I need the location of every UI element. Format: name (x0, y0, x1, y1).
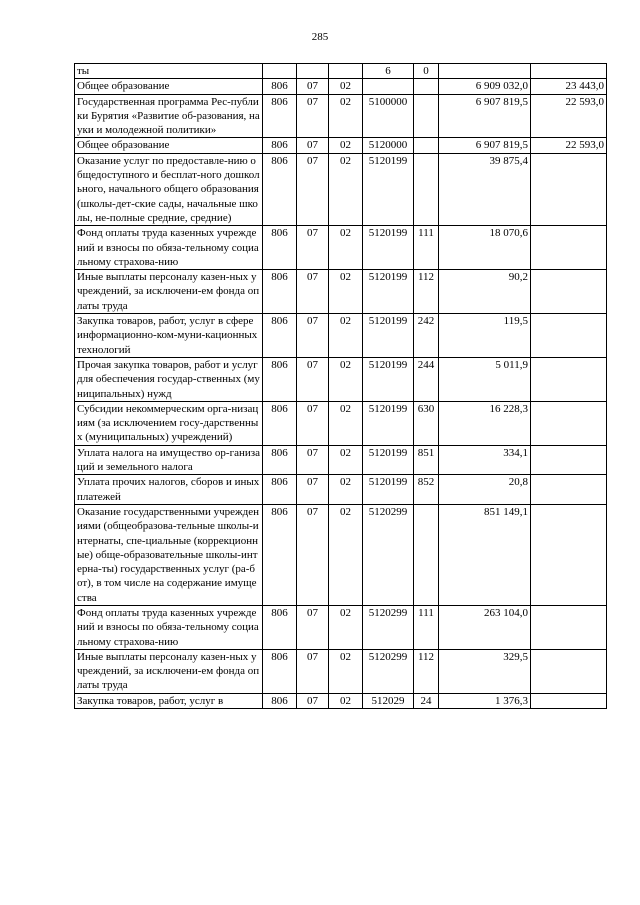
row-sum2-cell (531, 401, 607, 445)
row-name-cell: Уплата налога на имущество ор-ганизаций и земельного налога (75, 445, 263, 475)
row-podrazdel-cell: 02 (329, 475, 363, 505)
row-podrazdel-cell: 02 (329, 357, 363, 401)
page-number: 285 (311, 31, 329, 43)
row-vedomstvo-cell: 806 (263, 153, 297, 225)
row-sum1-cell: 263 104,0 (439, 605, 531, 649)
row-razdel-cell: 07 (297, 445, 329, 475)
row-sum1-cell: 119,5 (439, 314, 531, 358)
row-sum2-cell (531, 226, 607, 270)
row-podrazdel-cell: 02 (329, 401, 363, 445)
row-cs-cell: 512029 (363, 693, 414, 708)
row-cs-cell (363, 79, 414, 94)
row-name-cell: Фонд оплаты труда казенных учреждений и взносы по обяза-тельному социальному страхова-нию (75, 226, 263, 270)
row-razdel-cell: 07 (297, 153, 329, 225)
table-row (75, 401, 607, 445)
row-podrazdel-cell: 02 (329, 226, 363, 270)
row-sum1-cell: 851 149,1 (439, 504, 531, 605)
row-sum1-cell: 16 228,3 (439, 401, 531, 445)
row-vedomstvo-cell: 806 (263, 504, 297, 605)
row-sum2-cell (531, 693, 607, 708)
row-vr-cell: 242 (414, 314, 439, 358)
row-name-cell: Прочая закупка товаров, работ и услуг для обеспечения государ-ственных (муниципальных) нужд (75, 357, 263, 401)
row-vr-cell (414, 79, 439, 94)
row-sum1-cell: 90,2 (439, 270, 531, 314)
row-podrazdel-cell: 02 (329, 79, 363, 94)
row-vedomstvo-cell: 806 (263, 445, 297, 475)
table-row (75, 94, 607, 138)
row-cs-cell: 5120199 (363, 314, 414, 358)
row-vedomstvo-cell: 806 (263, 357, 297, 401)
row-vr-cell: 111 (414, 226, 439, 270)
row-vr-cell (414, 94, 439, 138)
row-podrazdel-cell: 02 (329, 94, 363, 138)
row-vedomstvo-cell: 806 (263, 314, 297, 358)
row-podrazdel-cell: 02 (329, 445, 363, 475)
row-razdel-cell (297, 64, 329, 79)
row-name-cell: ты (75, 64, 263, 79)
row-name-cell: Общее образование (75, 79, 263, 94)
row-cs-cell: 5120199 (363, 270, 414, 314)
row-sum2-cell: 22 593,0 (531, 138, 607, 153)
row-podrazdel-cell: 02 (329, 649, 363, 693)
row-razdel-cell: 07 (297, 504, 329, 605)
table-row (75, 79, 607, 94)
budget-table-body (75, 64, 607, 709)
row-vr-cell: 851 (414, 445, 439, 475)
row-sum1-cell: 1 376,3 (439, 693, 531, 708)
row-vedomstvo-cell: 806 (263, 475, 297, 505)
row-podrazdel-cell (329, 64, 363, 79)
row-name-cell: Оказание услуг по предоставле-нию общедоступного и бесплат-ного дошкольного, начального общего образования (школы-дет-ские сады, начальные школы, не-полные средние, средние) (75, 153, 263, 225)
row-vedomstvo-cell: 806 (263, 649, 297, 693)
row-vedomstvo-cell: 806 (263, 270, 297, 314)
row-razdel-cell: 07 (297, 357, 329, 401)
row-razdel-cell: 07 (297, 270, 329, 314)
table-row (75, 270, 607, 314)
table-row (75, 605, 607, 649)
row-vedomstvo-cell (263, 64, 297, 79)
row-name-cell: Уплата прочих налогов, сборов и иных платежей (75, 475, 263, 505)
row-podrazdel-cell: 02 (329, 504, 363, 605)
table-row (75, 153, 607, 225)
row-razdel-cell: 07 (297, 693, 329, 708)
row-cs-cell: 5120299 (363, 504, 414, 605)
row-name-cell: Субсидии некоммерческим орга-низациям (за исключением госу-дарственных (муниципальных) учреждений) (75, 401, 263, 445)
row-name-cell: Закупка товаров, работ, услуг в сфере информационно-ком-муни-кационных технологий (75, 314, 263, 358)
row-razdel-cell: 07 (297, 94, 329, 138)
row-vr-cell: 112 (414, 270, 439, 314)
row-podrazdel-cell: 02 (329, 153, 363, 225)
row-sum2-cell: 22 593,0 (531, 94, 607, 138)
row-vedomstvo-cell: 806 (263, 79, 297, 94)
row-name-cell: Иные выплаты персоналу казен-ных учреждений, за исключени-ем фонда оплаты труда (75, 270, 263, 314)
row-sum1-cell: 20,8 (439, 475, 531, 505)
table-row (75, 314, 607, 358)
row-razdel-cell: 07 (297, 138, 329, 153)
row-name-cell: Государственная программа Рес-публики Бурятия «Развитие об-разования, науки и молодежной политики» (75, 94, 263, 138)
row-vr-cell: 630 (414, 401, 439, 445)
row-cs-cell: 5120199 (363, 357, 414, 401)
table-row (75, 64, 607, 79)
row-cs-cell: 5120199 (363, 475, 414, 505)
row-podrazdel-cell: 02 (329, 605, 363, 649)
table-row (75, 649, 607, 693)
row-sum1-cell: 329,5 (439, 649, 531, 693)
row-cs-cell: 5120199 (363, 153, 414, 225)
row-podrazdel-cell: 02 (329, 138, 363, 153)
row-sum1-cell: 5 011,9 (439, 357, 531, 401)
row-sum2-cell: 23 443,0 (531, 79, 607, 94)
row-name-cell: Иные выплаты персоналу казен-ных учреждений, за исключени-ем фонда оплаты труда (75, 649, 263, 693)
row-cs-cell: 6 (363, 64, 414, 79)
table-row (75, 504, 607, 605)
row-name-cell: Закупка товаров, работ, услуг в (75, 693, 263, 708)
table-row (75, 226, 607, 270)
row-name-cell: Оказание государственными учреждениями (общеобразова-тельные школы-интернаты, спе-циальные (коррекционные) обще-образовательные школы-интерна-ты) государственных услуг (ра-бот), в том числе на содержание имущества (75, 504, 263, 605)
row-sum2-cell (531, 153, 607, 225)
row-sum1-cell: 18 070,6 (439, 226, 531, 270)
row-vr-cell: 852 (414, 475, 439, 505)
row-vr-cell: 111 (414, 605, 439, 649)
row-sum1-cell: 39 875,4 (439, 153, 531, 225)
row-podrazdel-cell: 02 (329, 314, 363, 358)
row-vedomstvo-cell: 806 (263, 605, 297, 649)
row-cs-cell: 5120000 (363, 138, 414, 153)
row-razdel-cell: 07 (297, 79, 329, 94)
row-sum1-cell: 6 909 032,0 (439, 79, 531, 94)
row-podrazdel-cell: 02 (329, 270, 363, 314)
row-cs-cell: 5100000 (363, 94, 414, 138)
row-sum2-cell (531, 445, 607, 475)
row-razdel-cell: 07 (297, 401, 329, 445)
row-cs-cell: 5120199 (363, 226, 414, 270)
row-vedomstvo-cell: 806 (263, 138, 297, 153)
row-razdel-cell: 07 (297, 605, 329, 649)
row-sum1-cell (439, 64, 531, 79)
row-name-cell: Общее образование (75, 138, 263, 153)
row-sum2-cell (531, 504, 607, 605)
row-sum2-cell (531, 314, 607, 358)
row-sum2-cell (531, 475, 607, 505)
row-vr-cell: 0 (414, 64, 439, 79)
row-vedomstvo-cell: 806 (263, 226, 297, 270)
row-razdel-cell: 07 (297, 226, 329, 270)
row-vedomstvo-cell: 806 (263, 693, 297, 708)
row-cs-cell: 5120199 (363, 401, 414, 445)
table-row (75, 357, 607, 401)
row-vedomstvo-cell: 806 (263, 401, 297, 445)
row-sum2-cell (531, 649, 607, 693)
table-row (75, 138, 607, 153)
row-razdel-cell: 07 (297, 314, 329, 358)
table-row (75, 693, 607, 708)
row-vr-cell: 112 (414, 649, 439, 693)
row-sum2-cell (531, 270, 607, 314)
row-name-cell: Фонд оплаты труда казенных учреждений и взносы по обяза-тельному социальному страхова-нию (75, 605, 263, 649)
row-podrazdel-cell: 02 (329, 693, 363, 708)
row-cs-cell: 5120199 (363, 445, 414, 475)
row-sum2-cell (531, 605, 607, 649)
row-vr-cell: 24 (414, 693, 439, 708)
row-sum2-cell (531, 64, 607, 79)
row-razdel-cell: 07 (297, 649, 329, 693)
row-sum1-cell: 334,1 (439, 445, 531, 475)
row-sum1-cell: 6 907 819,5 (439, 138, 531, 153)
table-row (75, 475, 607, 505)
budget-table (74, 63, 607, 709)
row-sum1-cell: 6 907 819,5 (439, 94, 531, 138)
row-vr-cell (414, 153, 439, 225)
row-cs-cell: 5120299 (363, 605, 414, 649)
table-row (75, 445, 607, 475)
row-vedomstvo-cell: 806 (263, 94, 297, 138)
row-razdel-cell: 07 (297, 475, 329, 505)
row-vr-cell (414, 138, 439, 153)
row-cs-cell: 5120299 (363, 649, 414, 693)
row-vr-cell: 244 (414, 357, 439, 401)
row-sum2-cell (531, 357, 607, 401)
row-vr-cell (414, 504, 439, 605)
